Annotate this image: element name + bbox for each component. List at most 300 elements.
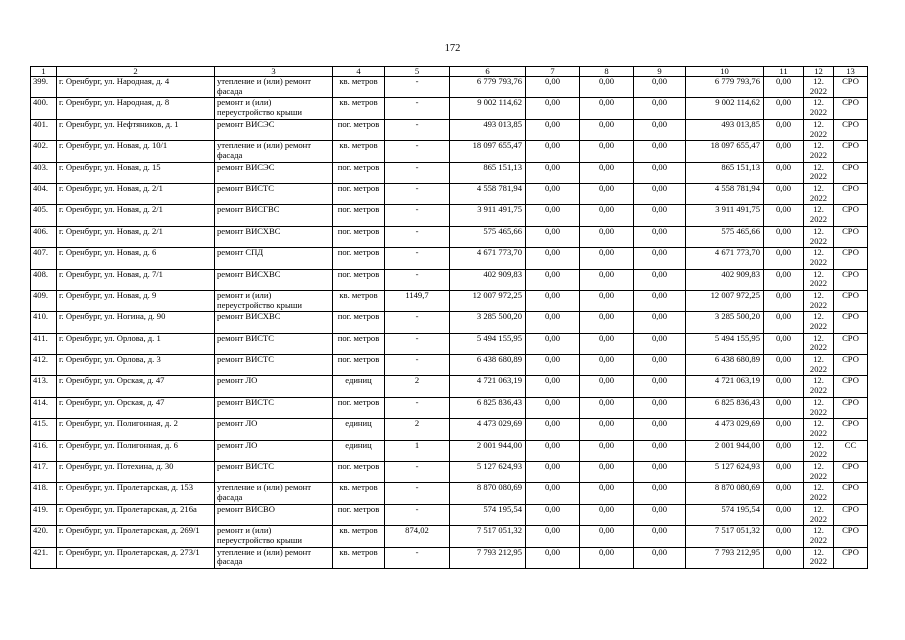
period-cell: 12. 2022 xyxy=(804,397,834,418)
unit-cell: кв. метров xyxy=(333,98,385,119)
fund-cell: 0,00 xyxy=(634,526,686,547)
address-cell: г. Оренбург, ул. Орская, д. 47 xyxy=(57,397,215,418)
row-number: 420. xyxy=(31,526,57,547)
row-number: 410. xyxy=(31,312,57,333)
fund-cell: 6 438 680,89 xyxy=(686,355,764,376)
row-number: 404. xyxy=(31,183,57,204)
fund-cell: 9 002 114,62 xyxy=(686,98,764,119)
row-number: 421. xyxy=(31,547,57,568)
fund-cell: 0,00 xyxy=(526,290,580,311)
fund-cell: 0,00 xyxy=(634,77,686,98)
unit-cell: пог. метров xyxy=(333,226,385,247)
fund-cell: 493 013,85 xyxy=(686,119,764,140)
total-cost-cell: 3 911 491,75 xyxy=(450,205,526,226)
work-type-cell: ремонт ВИСХВС xyxy=(215,226,333,247)
fund-cell: 0,00 xyxy=(764,312,804,333)
address-cell: г. Оренбург, ул. Ногина, д. 90 xyxy=(57,312,215,333)
fund-cell: 0,00 xyxy=(634,183,686,204)
unit-cell: пог. метров xyxy=(333,504,385,525)
fund-cell: 0,00 xyxy=(764,526,804,547)
fund-cell: 5 494 155,95 xyxy=(686,333,764,354)
table-row xyxy=(31,183,868,204)
table-row xyxy=(31,526,868,547)
total-cost-cell: 6 825 836,43 xyxy=(450,397,526,418)
unit-cell: пог. метров xyxy=(333,269,385,290)
method-cell: СРО xyxy=(834,183,868,204)
fund-cell: 0,00 xyxy=(526,119,580,140)
table-row xyxy=(31,290,868,311)
fund-cell: 2 001 944,00 xyxy=(686,440,764,461)
address-cell: г. Оренбург, ул. Новая, д. 9 xyxy=(57,290,215,311)
fund-cell: 0,00 xyxy=(764,269,804,290)
total-cost-cell: 8 870 080,69 xyxy=(450,483,526,504)
fund-cell: 0,00 xyxy=(580,248,634,269)
method-cell: СРО xyxy=(834,526,868,547)
row-number: 414. xyxy=(31,397,57,418)
fund-cell: 0,00 xyxy=(580,290,634,311)
table-row xyxy=(31,98,868,119)
row-number: 411. xyxy=(31,333,57,354)
fund-cell: 0,00 xyxy=(580,226,634,247)
fund-cell: 0,00 xyxy=(764,226,804,247)
fund-cell: 0,00 xyxy=(526,183,580,204)
fund-cell: 0,00 xyxy=(764,162,804,183)
address-cell: г. Оренбург, ул. Орская, д. 47 xyxy=(57,376,215,397)
fund-cell: 0,00 xyxy=(764,290,804,311)
fund-cell: 0,00 xyxy=(634,547,686,568)
quantity-cell: - xyxy=(385,119,450,140)
quantity-cell: - xyxy=(385,183,450,204)
quantity-cell: - xyxy=(385,397,450,418)
fund-cell: 4 473 029,69 xyxy=(686,419,764,440)
total-cost-cell: 9 002 114,62 xyxy=(450,98,526,119)
fund-cell: 7 517 051,32 xyxy=(686,526,764,547)
work-type-cell: ремонт и (или) переустройство крыши xyxy=(215,526,333,547)
row-number: 412. xyxy=(31,355,57,376)
column-number: 11 xyxy=(764,67,804,77)
fund-cell: 0,00 xyxy=(580,77,634,98)
fund-cell: 3 911 491,75 xyxy=(686,205,764,226)
fund-cell: 0,00 xyxy=(580,141,634,162)
fund-cell: 0,00 xyxy=(526,312,580,333)
row-number: 416. xyxy=(31,440,57,461)
fund-cell: 0,00 xyxy=(580,312,634,333)
unit-cell: единиц xyxy=(333,376,385,397)
row-number: 403. xyxy=(31,162,57,183)
unit-cell: пог. метров xyxy=(333,205,385,226)
total-cost-cell: 574 195,54 xyxy=(450,504,526,525)
work-type-cell: ремонт ВИСВО xyxy=(215,504,333,525)
fund-cell: 0,00 xyxy=(634,312,686,333)
total-cost-cell: 4 721 063,19 xyxy=(450,376,526,397)
fund-cell: 0,00 xyxy=(580,397,634,418)
fund-cell: 0,00 xyxy=(526,440,580,461)
unit-cell: кв. метров xyxy=(333,547,385,568)
row-number: 419. xyxy=(31,504,57,525)
work-type-cell: утепление и (или) ремонт фасада xyxy=(215,547,333,568)
fund-cell: 0,00 xyxy=(526,483,580,504)
period-cell: 12. 2022 xyxy=(804,98,834,119)
period-cell: 12. 2022 xyxy=(804,376,834,397)
period-cell: 12. 2022 xyxy=(804,248,834,269)
period-cell: 12. 2022 xyxy=(804,547,834,568)
fund-cell: 5 127 624,93 xyxy=(686,462,764,483)
row-number: 415. xyxy=(31,419,57,440)
fund-cell: 0,00 xyxy=(634,483,686,504)
table-row xyxy=(31,504,868,525)
address-cell: г. Оренбург, ул. Народная, д. 4 xyxy=(57,77,215,98)
total-cost-cell: 575 465,66 xyxy=(450,226,526,247)
column-number: 4 xyxy=(333,67,385,77)
column-number: 13 xyxy=(834,67,868,77)
fund-cell: 0,00 xyxy=(526,162,580,183)
quantity-cell: - xyxy=(385,226,450,247)
address-cell: г. Оренбург, ул. Пролетарская, д. 273/1 xyxy=(57,547,215,568)
work-type-cell: ремонт и (или) переустройство крыши xyxy=(215,98,333,119)
address-cell: г. Оренбург, ул. Новая, д. 2/1 xyxy=(57,226,215,247)
unit-cell: пог. метров xyxy=(333,183,385,204)
total-cost-cell: 4 558 781,94 xyxy=(450,183,526,204)
fund-cell: 0,00 xyxy=(580,162,634,183)
work-type-cell: ремонт ВИСТС xyxy=(215,397,333,418)
fund-cell: 4 671 773,70 xyxy=(686,248,764,269)
method-cell: СРО xyxy=(834,119,868,140)
work-type-cell: ремонт ВИСТС xyxy=(215,355,333,376)
fund-cell: 0,00 xyxy=(526,504,580,525)
fund-cell: 0,00 xyxy=(580,119,634,140)
method-cell: СРО xyxy=(834,141,868,162)
quantity-cell: - xyxy=(385,162,450,183)
period-cell: 12. 2022 xyxy=(804,205,834,226)
method-cell: СРО xyxy=(834,312,868,333)
total-cost-cell: 18 097 655,47 xyxy=(450,141,526,162)
period-cell: 12. 2022 xyxy=(804,483,834,504)
fund-cell: 6 779 793,76 xyxy=(686,77,764,98)
fund-cell: 0,00 xyxy=(764,397,804,418)
table-row xyxy=(31,162,868,183)
total-cost-cell: 6 438 680,89 xyxy=(450,355,526,376)
work-type-cell: ремонт ВИСХВС xyxy=(215,312,333,333)
fund-cell: 0,00 xyxy=(526,419,580,440)
work-type-cell: утепление и (или) ремонт фасада xyxy=(215,77,333,98)
address-cell: г. Оренбург, ул. Орлова, д. 1 xyxy=(57,333,215,354)
quantity-cell: - xyxy=(385,77,450,98)
total-cost-cell: 12 007 972,25 xyxy=(450,290,526,311)
unit-cell: пог. метров xyxy=(333,355,385,376)
work-type-cell: ремонт ЛО xyxy=(215,419,333,440)
fund-cell: 0,00 xyxy=(526,376,580,397)
method-cell: СРО xyxy=(834,547,868,568)
fund-cell: 0,00 xyxy=(580,205,634,226)
table-row xyxy=(31,547,868,568)
table-row xyxy=(31,419,868,440)
table-row xyxy=(31,119,868,140)
column-number-row xyxy=(31,67,868,77)
period-cell: 12. 2022 xyxy=(804,462,834,483)
fund-cell: 0,00 xyxy=(634,355,686,376)
fund-cell: 18 097 655,47 xyxy=(686,141,764,162)
fund-cell: 865 151,13 xyxy=(686,162,764,183)
row-number: 405. xyxy=(31,205,57,226)
unit-cell: пог. метров xyxy=(333,119,385,140)
row-number: 409. xyxy=(31,290,57,311)
fund-cell: 0,00 xyxy=(580,547,634,568)
fund-cell: 0,00 xyxy=(526,462,580,483)
total-cost-cell: 865 151,13 xyxy=(450,162,526,183)
fund-cell: 0,00 xyxy=(580,483,634,504)
total-cost-cell: 7 793 212,95 xyxy=(450,547,526,568)
row-number: 417. xyxy=(31,462,57,483)
row-number: 399. xyxy=(31,77,57,98)
period-cell: 12. 2022 xyxy=(804,355,834,376)
address-cell: г. Оренбург, ул. Пролетарская, д. 216а xyxy=(57,504,215,525)
address-cell: г. Оренбург, ул. Новая, д. 10/1 xyxy=(57,141,215,162)
fund-cell: 0,00 xyxy=(764,440,804,461)
fund-cell: 12 007 972,25 xyxy=(686,290,764,311)
fund-cell: 575 465,66 xyxy=(686,226,764,247)
column-number: 6 xyxy=(450,67,526,77)
fund-cell: 0,00 xyxy=(526,397,580,418)
total-cost-cell: 4 671 773,70 xyxy=(450,248,526,269)
row-number: 413. xyxy=(31,376,57,397)
quantity-cell: 874,02 xyxy=(385,526,450,547)
fund-cell: 402 909,83 xyxy=(686,269,764,290)
unit-cell: единиц xyxy=(333,419,385,440)
column-number: 12 xyxy=(804,67,834,77)
work-type-cell: ремонт ВИСТС xyxy=(215,462,333,483)
fund-cell: 0,00 xyxy=(764,248,804,269)
table-row xyxy=(31,312,868,333)
work-type-cell: ремонт ВИСТС xyxy=(215,333,333,354)
fund-cell: 0,00 xyxy=(580,462,634,483)
fund-cell: 0,00 xyxy=(764,77,804,98)
period-cell: 12. 2022 xyxy=(804,440,834,461)
fund-cell: 0,00 xyxy=(580,183,634,204)
fund-cell: 0,00 xyxy=(526,141,580,162)
address-cell: г. Оренбург, ул. Потехина, д. 30 xyxy=(57,462,215,483)
address-cell: г. Оренбург, ул. Новая, д. 2/1 xyxy=(57,205,215,226)
column-number: 8 xyxy=(580,67,634,77)
fund-cell: 3 285 500,20 xyxy=(686,312,764,333)
address-cell: г. Оренбург, ул. Новая, д. 15 xyxy=(57,162,215,183)
work-type-cell: ремонт и (или) переустройство крыши xyxy=(215,290,333,311)
fund-cell: 0,00 xyxy=(526,248,580,269)
quantity-cell: 1 xyxy=(385,440,450,461)
period-cell: 12. 2022 xyxy=(804,333,834,354)
work-type-cell: ремонт ВИСЭС xyxy=(215,119,333,140)
address-cell: г. Оренбург, ул. Нефтяников, д. 1 xyxy=(57,119,215,140)
fund-cell: 0,00 xyxy=(526,77,580,98)
unit-cell: пог. метров xyxy=(333,248,385,269)
work-type-cell: ремонт ВИСХВС xyxy=(215,269,333,290)
method-cell: СРО xyxy=(834,483,868,504)
fund-cell: 0,00 xyxy=(526,98,580,119)
fund-cell: 0,00 xyxy=(764,419,804,440)
quantity-cell: 1149,7 xyxy=(385,290,450,311)
address-cell: г. Оренбург, ул. Новая, д. 6 xyxy=(57,248,215,269)
fund-cell: 0,00 xyxy=(764,547,804,568)
fund-cell: 7 793 212,95 xyxy=(686,547,764,568)
column-number: 10 xyxy=(686,67,764,77)
method-cell: СРО xyxy=(834,376,868,397)
period-cell: 12. 2022 xyxy=(804,77,834,98)
table-row xyxy=(31,141,868,162)
table-row xyxy=(31,248,868,269)
quantity-cell: - xyxy=(385,547,450,568)
period-cell: 12. 2022 xyxy=(804,290,834,311)
fund-cell: 0,00 xyxy=(526,269,580,290)
method-cell: СРО xyxy=(834,355,868,376)
work-type-cell: ремонт ВИСГВС xyxy=(215,205,333,226)
unit-cell: кв. метров xyxy=(333,141,385,162)
method-cell: СРО xyxy=(834,205,868,226)
fund-cell: 0,00 xyxy=(634,290,686,311)
fund-cell: 0,00 xyxy=(580,504,634,525)
work-type-cell: ремонт СПД xyxy=(215,248,333,269)
fund-cell: 0,00 xyxy=(634,462,686,483)
fund-cell: 0,00 xyxy=(526,547,580,568)
unit-cell: пог. метров xyxy=(333,462,385,483)
unit-cell: кв. метров xyxy=(333,77,385,98)
period-cell: 12. 2022 xyxy=(804,526,834,547)
period-cell: 12. 2022 xyxy=(804,419,834,440)
quantity-cell: 2 xyxy=(385,419,450,440)
fund-cell: 4 721 063,19 xyxy=(686,376,764,397)
period-cell: 12. 2022 xyxy=(804,119,834,140)
fund-cell: 0,00 xyxy=(634,205,686,226)
address-cell: г. Оренбург, ул. Полигонная, д. 6 xyxy=(57,440,215,461)
address-cell: г. Оренбург, ул. Пролетарская, д. 269/1 xyxy=(57,526,215,547)
row-number: 408. xyxy=(31,269,57,290)
quantity-cell: - xyxy=(385,312,450,333)
fund-cell: 574 195,54 xyxy=(686,504,764,525)
table-row xyxy=(31,376,868,397)
unit-cell: кв. метров xyxy=(333,483,385,504)
fund-cell: 0,00 xyxy=(634,162,686,183)
column-number: 3 xyxy=(215,67,333,77)
method-cell: СРО xyxy=(834,226,868,247)
method-cell: СРО xyxy=(834,98,868,119)
fund-cell: 0,00 xyxy=(634,119,686,140)
method-cell: СРО xyxy=(834,504,868,525)
period-cell: 12. 2022 xyxy=(804,141,834,162)
work-type-cell: ремонт ВИСТС xyxy=(215,183,333,204)
total-cost-cell: 4 473 029,69 xyxy=(450,419,526,440)
fund-cell: 0,00 xyxy=(764,376,804,397)
method-cell: СРО xyxy=(834,77,868,98)
address-cell: г. Оренбург, ул. Орлова, д. 3 xyxy=(57,355,215,376)
fund-cell: 0,00 xyxy=(634,248,686,269)
fund-cell: 0,00 xyxy=(634,440,686,461)
period-cell: 12. 2022 xyxy=(804,162,834,183)
fund-cell: 0,00 xyxy=(764,483,804,504)
work-type-cell: утепление и (или) ремонт фасада xyxy=(215,483,333,504)
method-cell: СРО xyxy=(834,419,868,440)
column-number: 1 xyxy=(31,67,57,77)
table-row xyxy=(31,226,868,247)
fund-cell: 0,00 xyxy=(526,226,580,247)
column-number: 9 xyxy=(634,67,686,77)
quantity-cell: - xyxy=(385,504,450,525)
fund-cell: 0,00 xyxy=(580,526,634,547)
fund-cell: 0,00 xyxy=(580,269,634,290)
fund-cell: 0,00 xyxy=(634,269,686,290)
quantity-cell: - xyxy=(385,483,450,504)
fund-cell: 0,00 xyxy=(764,205,804,226)
method-cell: СРО xyxy=(834,269,868,290)
fund-cell: 0,00 xyxy=(634,397,686,418)
fund-cell: 0,00 xyxy=(764,355,804,376)
period-cell: 12. 2022 xyxy=(804,226,834,247)
fund-cell: 0,00 xyxy=(580,376,634,397)
fund-cell: 0,00 xyxy=(526,526,580,547)
quantity-cell: 2 xyxy=(385,376,450,397)
fund-cell: 0,00 xyxy=(634,98,686,119)
unit-cell: пог. метров xyxy=(333,312,385,333)
total-cost-cell: 6 779 793,76 xyxy=(450,77,526,98)
method-cell: СРО xyxy=(834,162,868,183)
table-row xyxy=(31,440,868,461)
fund-cell: 0,00 xyxy=(634,333,686,354)
method-cell: СРО xyxy=(834,462,868,483)
quantity-cell: - xyxy=(385,141,450,162)
fund-cell: 0,00 xyxy=(764,504,804,525)
fund-cell: 0,00 xyxy=(634,504,686,525)
period-cell: 12. 2022 xyxy=(804,504,834,525)
row-number: 407. xyxy=(31,248,57,269)
unit-cell: кв. метров xyxy=(333,290,385,311)
address-cell: г. Оренбург, ул. Новая, д. 7/1 xyxy=(57,269,215,290)
fund-cell: 0,00 xyxy=(580,419,634,440)
fund-cell: 8 870 080,69 xyxy=(686,483,764,504)
fund-cell: 0,00 xyxy=(634,226,686,247)
table-row xyxy=(31,77,868,98)
work-type-cell: ремонт ВИСЭС xyxy=(215,162,333,183)
fund-cell: 4 558 781,94 xyxy=(686,183,764,204)
row-number: 402. xyxy=(31,141,57,162)
method-cell: СС xyxy=(834,440,868,461)
address-cell: г. Оренбург, ул. Новая, д. 2/1 xyxy=(57,183,215,204)
work-type-cell: ремонт ЛО xyxy=(215,440,333,461)
quantity-cell: - xyxy=(385,269,450,290)
period-cell: 12. 2022 xyxy=(804,312,834,333)
column-number: 5 xyxy=(385,67,450,77)
fund-cell: 0,00 xyxy=(764,141,804,162)
unit-cell: пог. метров xyxy=(333,397,385,418)
total-cost-cell: 493 013,85 xyxy=(450,119,526,140)
fund-cell: 0,00 xyxy=(764,98,804,119)
total-cost-cell: 2 001 944,00 xyxy=(450,440,526,461)
row-number: 400. xyxy=(31,98,57,119)
column-number: 7 xyxy=(526,67,580,77)
fund-cell: 0,00 xyxy=(580,440,634,461)
unit-cell: кв. метров xyxy=(333,526,385,547)
quantity-cell: - xyxy=(385,333,450,354)
quantity-cell: - xyxy=(385,248,450,269)
unit-cell: единиц xyxy=(333,440,385,461)
method-cell: СРО xyxy=(834,397,868,418)
quantity-cell: - xyxy=(385,205,450,226)
fund-cell: 0,00 xyxy=(634,419,686,440)
quantity-cell: - xyxy=(385,462,450,483)
address-cell: г. Оренбург, ул. Полигонная, д. 2 xyxy=(57,419,215,440)
fund-cell: 0,00 xyxy=(634,376,686,397)
fund-cell: 0,00 xyxy=(526,205,580,226)
method-cell: СРО xyxy=(834,333,868,354)
total-cost-cell: 7 517 051,32 xyxy=(450,526,526,547)
method-cell: СРО xyxy=(834,248,868,269)
address-cell: г. Оренбург, ул. Народная, д. 8 xyxy=(57,98,215,119)
